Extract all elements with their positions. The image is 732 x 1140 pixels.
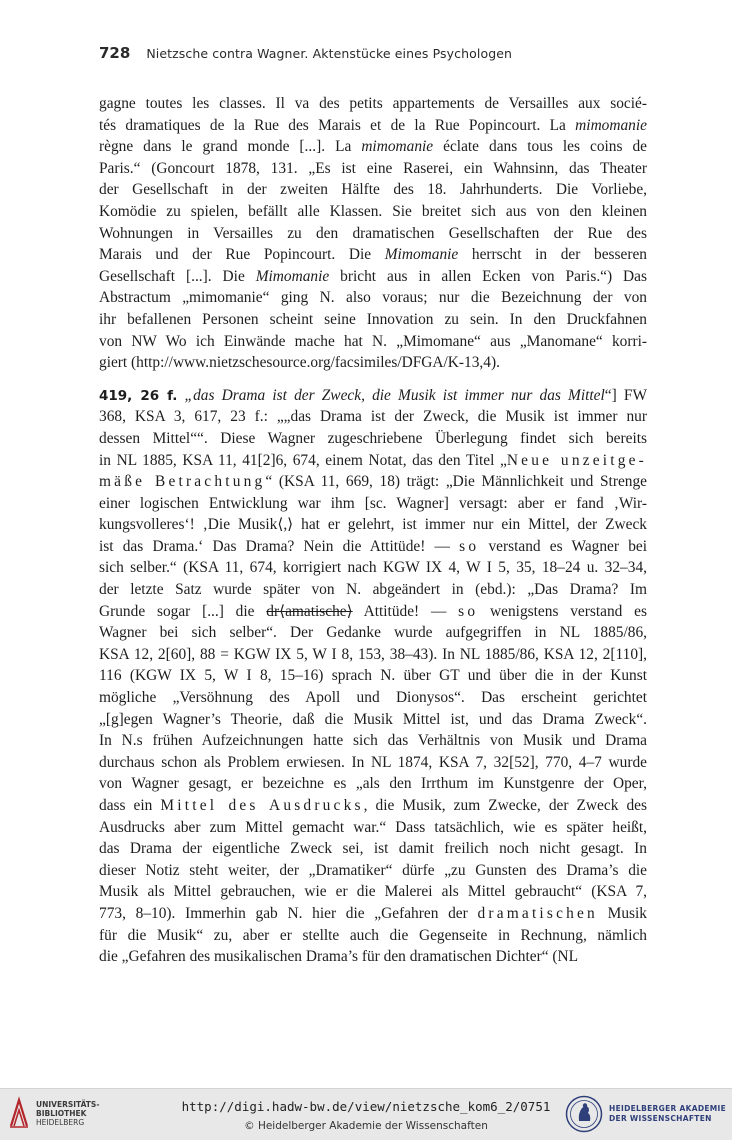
text-line <box>99 730 647 752</box>
text-line <box>99 579 647 601</box>
italic-run: Mimomanie <box>255 267 330 285</box>
text-run: règne dans le grand monde [...]. La <box>99 138 362 156</box>
text-line <box>99 946 647 968</box>
copyright-notice: © Heidelberger Akademie der Wissenschaften <box>244 1120 488 1132</box>
text-line <box>99 266 647 288</box>
text-run: sich selber.“ (KSA 11, 674, korrigiert nach KGW IX 4, W I 5, 35, 18–24 u. 32–34, <box>99 559 647 577</box>
text-line <box>99 287 647 309</box>
text-run: Ausdrucks aber zum Mittel gemacht war.“ Dass tatsächlich, wie es später heißt, <box>99 818 647 836</box>
academy-name-line: DER WISSENSCHAFTEN <box>609 1114 712 1123</box>
paragraph-continuation <box>99 93 647 374</box>
text-line <box>99 331 647 353</box>
italic-run: mimomanie <box>361 138 434 156</box>
text-line <box>99 158 647 180</box>
text-run: in NL 1885, KSA 11, 41[2]6, 674, einem Notat, das den Titel „ <box>99 451 507 469</box>
text-line <box>99 493 647 515</box>
text-run: Wagner bei sich selber“. Der Gedanke wurde aufgegriffen in NL 1885/86, <box>99 624 647 642</box>
text-run: für die Musik“ zu, aber er stellte auch die Gegenseite in Rechnung, nämlich <box>99 926 647 944</box>
text-run: kungsvolleres‘! ‚Die Musik⟨,⟩ hat er gelehrt, ist immer nur ein Mittel, der Zweck <box>99 516 647 534</box>
running-header <box>99 44 512 64</box>
text-run: das Drama der eigentliche Zweck sei, ist damit freilich noch nicht gesagt. In <box>99 840 647 858</box>
text-line <box>99 514 647 536</box>
text-run: 116 (KGW IX 5, W I 8, 15–16) sprach N. über GT und über die in der Kunst <box>99 667 647 685</box>
text-run: der letzte Satz wurde später von N. abgeändert in (ebd.): „Das Drama? Im <box>99 581 647 599</box>
text-run: Abstractum „mimomanie“ ging N. also voraus; nur die Bezeichnung der von <box>99 289 647 307</box>
text-run: 773, 8–10). Immerhin gab N. hier die „Gefahren der <box>99 904 478 922</box>
struck-text: dr⟨amatische⟩ <box>266 602 353 620</box>
text-run: 368, KSA 3, 617, 23 f.: „„das Drama ist der Zweck, die Musik ist immer nur <box>99 408 647 426</box>
text-run: verstand es Wagner bei <box>479 537 647 555</box>
text-run: der Gesellschaft in der zweiten Hälfte des 18. Jahrhunderts. Die Vorliebe, <box>99 181 647 199</box>
text-run: “ (KSA 11, 669, 18) trägt: „Die Männlichkeit und Strenge <box>265 473 647 491</box>
text-run: dessen Mittel““. Diese Wagner zugeschriebene Überlegung findet sich bereits <box>99 429 647 447</box>
spaced-emphasis: dramatischen <box>477 904 598 922</box>
text-run: die „Gefahren des musikalischen Drama’s für den dramatischen Dichter“ (NL <box>99 948 579 966</box>
text-run: mögliche „Versöhnung des Apoll und Dionysos“. Das erscheint gerichtet <box>99 689 647 707</box>
text-line <box>99 903 647 925</box>
text-line <box>99 244 647 266</box>
academy-name-line: HEIDELBERGER AKADEMIE <box>609 1104 727 1113</box>
text-run: durchaus schon als Problem erwiesen. In NL 1874, KSA 7, 32[52], 770, 4–7 wurde <box>99 753 647 771</box>
text-run: Grunde sogar [...] die <box>99 602 267 620</box>
text-run: Wohnungen in Versailles zu den dramatischen Gesellschaften der Rue des <box>99 224 647 242</box>
text-run: tés dramatiques de la Rue des Marais et de la Rue Popincourt. La <box>99 116 576 134</box>
text-run: Marais und der Rue Popincourt. Die <box>99 246 385 264</box>
text-run: Gesellschaft [...]. Die <box>99 267 256 285</box>
spaced-emphasis: Neue unzeitge- <box>506 451 647 469</box>
text-line <box>99 773 647 795</box>
text-run: ist das Drama.‘ Das Drama? Nein die Attitüde! — <box>99 537 460 555</box>
text-line <box>99 601 647 623</box>
academy-name <box>609 1104 726 1124</box>
text-line <box>99 201 647 223</box>
paragraph-commentary-419-26 <box>99 385 647 968</box>
text-run: herrscht in der besseren <box>458 246 647 264</box>
text-line <box>99 881 647 903</box>
text-line <box>99 93 647 115</box>
text-line <box>99 450 647 472</box>
text-run: Musik als Mittel gebrauchen, wie er die Malerei als Mittel gebraucht“ (KSA 7, <box>99 883 647 901</box>
text-line <box>99 665 647 687</box>
text-run: bricht aus in allen Ecken von Paris.“) Das <box>329 267 647 285</box>
text-line <box>99 752 647 774</box>
text-line <box>99 471 647 493</box>
text-line <box>99 223 647 245</box>
text-line <box>99 352 647 374</box>
text-line <box>99 309 647 331</box>
text-run: giert (http://www.nietzschesource.org/facsimiles/DFGA/K-13,4). <box>99 354 500 372</box>
text-line <box>99 622 647 644</box>
text-run: Musik <box>597 904 647 922</box>
text-line <box>99 795 647 817</box>
text-run: Attitüde! — <box>352 602 459 620</box>
text-run: ihr befallenen Personen scheint seine Innovation zu sein. In den Druckfahnen <box>99 310 647 328</box>
text-run: von Wagner gesagt, er bezeichne es „als den Irrthum im Kunstgenre der Oper, <box>99 775 647 793</box>
text-run: Komödie zu spielen, befällt alle Klassen. Sie breitet sich aus von den kleinen <box>99 202 647 220</box>
spaced-emphasis: so <box>459 537 480 555</box>
text-line <box>99 557 647 579</box>
library-name-line: UNIVERSITÄTS- <box>36 1099 100 1109</box>
text-run: , die Musik, zum Zwecke, der Zweck des <box>363 797 647 814</box>
text-line <box>99 817 647 839</box>
text-run: Paris.“ (Goncourt 1878, 131. „Es ist eine Raserei, ein Wahnsinn, das Theater <box>99 159 647 177</box>
text-run: „[g]egen Wagner’s Theorie, daß die Musik Mittel ist, und das Drama Zweck“. <box>99 710 647 728</box>
hadw-seal-icon <box>565 1095 603 1133</box>
viewer-footer-bar <box>0 1088 732 1140</box>
spaced-emphasis: mäße Betrachtung <box>99 473 266 491</box>
text-line <box>99 709 647 731</box>
text-run: gagne toutes les classes. Il va des petits appartements de Versailles aux socié- <box>99 95 647 112</box>
text-run: “] FW <box>604 386 647 404</box>
library-name-line: BIBLIOTHEK <box>36 1108 87 1118</box>
text-line <box>99 838 647 860</box>
text-line <box>99 644 647 666</box>
text-line <box>99 115 647 137</box>
text-line <box>99 406 647 428</box>
text-line <box>99 385 647 407</box>
text-line <box>99 428 647 450</box>
text-run: In N.s frühen Aufzeichnungen hatte sich das Verhältnis von Musik und Drama <box>99 732 647 750</box>
text-run: wenigstens verstand es <box>478 602 647 620</box>
text-line <box>99 536 647 558</box>
spaced-emphasis: so <box>458 602 479 620</box>
text-run: einer logischen Entwicklung war ihm [sc. Wagner] versagt: aber er fand ‚Wir- <box>99 494 647 512</box>
library-name-line: HEIDELBERG <box>36 1117 85 1127</box>
text-line <box>99 136 647 158</box>
page-number: 728 <box>99 44 131 62</box>
permalink-url[interactable]: http://digi.hadw-bw.de/view/nietzsche_kom6_2/0751 <box>181 1099 551 1114</box>
text-run: dieser Notiz steht weiter, der „Dramatiker“ dürfe „zu Gunsten des Drama’s die <box>99 861 647 879</box>
text-run: éclate dans tous les coins de <box>433 138 647 156</box>
italic-run: mimomanie <box>575 116 647 134</box>
italic-run: „das Drama ist der Zweck, die Musik ist immer nur das Mittel <box>184 386 605 404</box>
italic-run: Mimomanie <box>384 246 459 264</box>
body-text <box>99 93 647 968</box>
text-run: KSA 12, 2[60], 88 = KGW IX 5, W I 8, 153, 38–43). In NL 1885/86, KSA 12, 2[110], <box>99 645 647 663</box>
text-line <box>99 860 647 882</box>
text-run <box>177 387 184 404</box>
running-title: Nietzsche contra Wagner. Aktenstücke eines Psychologen <box>146 46 513 61</box>
text-line <box>99 687 647 709</box>
text-run: von NW Wo ich Einwände mache hat N. „Mimomane“ aus „Manomane“ korri- <box>99 332 647 350</box>
academy-logo[interactable] <box>565 1095 726 1133</box>
text-line <box>99 925 647 947</box>
spaced-emphasis: Mittel des Ausdrucks <box>160 797 364 814</box>
lemma-reference: 419, 26 f. <box>99 387 178 404</box>
text-run: dass ein <box>99 797 161 814</box>
text-line <box>99 179 647 201</box>
